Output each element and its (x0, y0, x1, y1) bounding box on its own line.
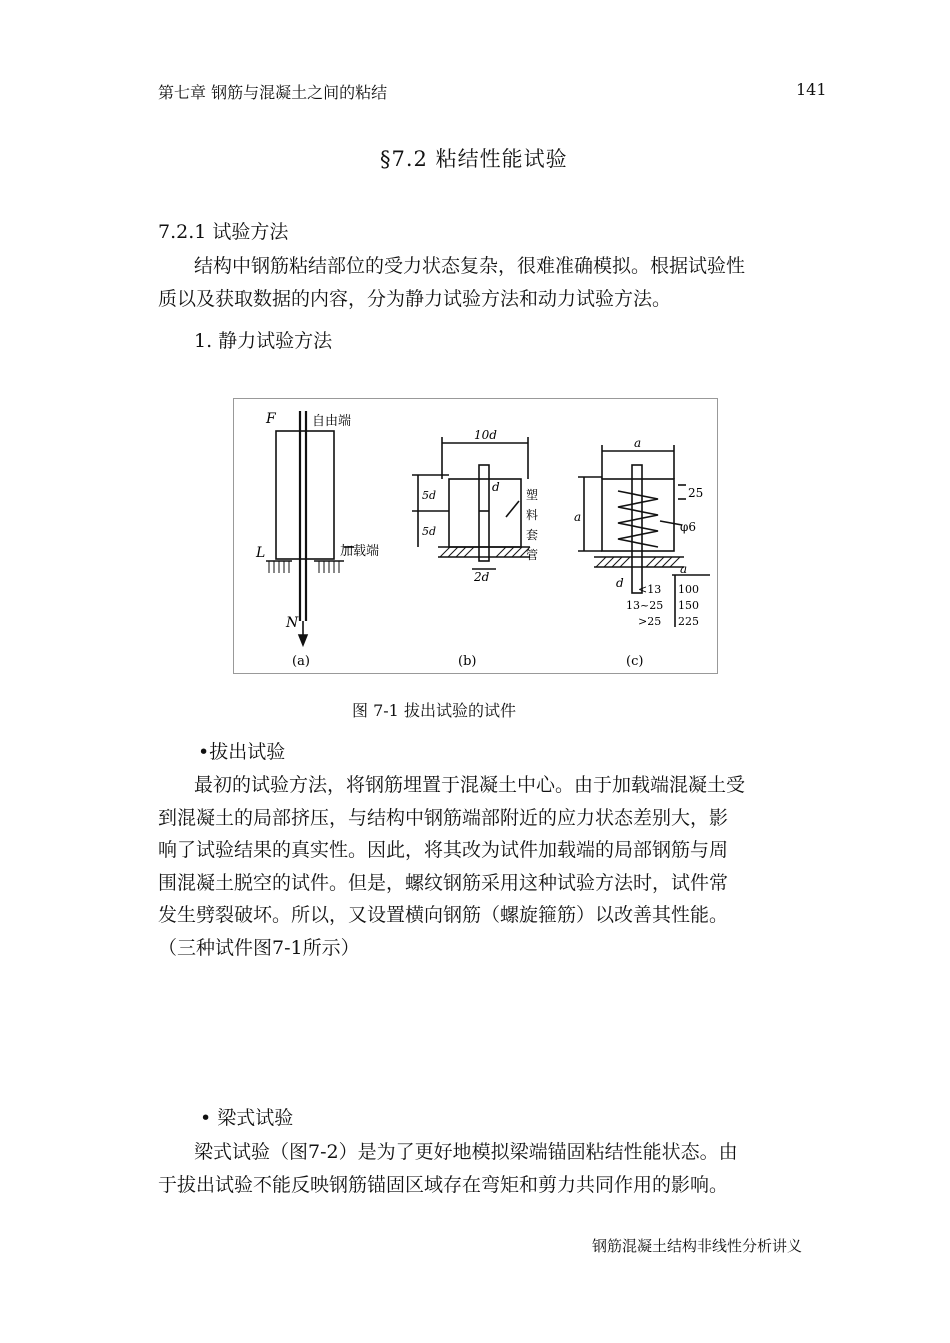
label-2d: 2d (474, 570, 490, 584)
pullout-line-6: （三种试件图7-1所示） (158, 936, 360, 959)
table-header-d: d (616, 576, 624, 590)
label-sleeve-4: 管 (526, 548, 539, 562)
table-header-a: a (680, 562, 688, 576)
label-a-side: a (574, 510, 582, 524)
pullout-line-2: 到混凝土的局部挤压，与结构中钢筋端部附近的应力状态差别大，影 (158, 806, 729, 829)
running-header-chapter: 第七章 钢筋与混凝土之间的粘结 (158, 83, 388, 102)
page-number: 141 (796, 80, 827, 99)
label-a-top: a (634, 436, 642, 450)
label-phi6: φ6 (680, 520, 697, 534)
label-d-b: d (492, 480, 500, 494)
section-title: §7.2 粘结性能试验 (380, 147, 568, 171)
label-panel-b: (b) (458, 654, 477, 669)
label-panel-c: (c) (626, 654, 644, 669)
bullet-pullout-test: •拔出试验 (198, 741, 286, 763)
label-load-end: 加载端 (340, 544, 380, 559)
label-N: N (286, 615, 299, 631)
table-row-1-d: <13 (638, 583, 662, 596)
table-row-3-a: 225 (678, 615, 699, 628)
label-sleeve-1: 塑 (526, 488, 539, 502)
specimen-c-body (602, 479, 674, 551)
beam-line-2: 于拔出试验不能反映钢筋锚固区域存在弯矩和剪力共同作用的影响。 (158, 1173, 729, 1196)
figure-7-1 (233, 398, 718, 674)
table-row-3-d: >25 (638, 615, 662, 628)
intro-line-1: 结构中钢筋粘结部位的受力状态复杂，很难准确模拟。根据试验性 (194, 255, 746, 277)
intro-paragraph (158, 250, 828, 315)
figure-caption: 图 7-1 拔出试验的试件 (352, 701, 516, 720)
label-10d: 10d (474, 428, 497, 442)
table-row-2-a: 150 (678, 599, 699, 612)
label-F: F (266, 411, 276, 427)
running-footer: 钢筋混凝土结构非线性分析讲义 (592, 1237, 803, 1255)
bullet-beam-test: • 梁式试验 (200, 1107, 294, 1129)
label-25: 25 (688, 486, 704, 500)
pullout-line-4: 围混凝土脱空的试件。但是，螺纹钢筋采用这种试验方法时，试件常 (158, 871, 729, 894)
label-free-end: 自由端 (312, 414, 352, 429)
label-L: L (256, 545, 266, 561)
pullout-line-5: 发生劈裂破坏。所以，又设置横向钢筋（螺旋箍筋）以改善其性能。 (158, 904, 729, 926)
pullout-line-1: 最初的试验方法，将钢筋埋置于混凝土中心。由于加载端混凝土受 (194, 774, 746, 796)
beam-line-1: 梁式试验（图7-2）是为了更好地模拟梁端锚固粘结性能状态。由 (194, 1141, 738, 1163)
label-5d-top: 5d (422, 489, 437, 502)
figure-drawing (234, 399, 717, 673)
beam-paragraph (158, 1136, 828, 1201)
label-sleeve-2: 料 (526, 508, 539, 522)
pullout-line-3: 响了试验结果的真实性。因此，将其改为试件加载端的局部钢筋与周 (158, 839, 729, 861)
label-sleeve-3: 套 (526, 528, 539, 542)
label-panel-a: (a) (292, 654, 310, 669)
item-static-method: 1. 静力试验方法 (194, 330, 333, 352)
subsection-heading: 7.2.1 试验方法 (158, 221, 289, 243)
table-row-2-d: 13~25 (626, 599, 664, 612)
label-5d-bottom: 5d (422, 525, 437, 538)
intro-line-2: 质以及获取数据的内容，分为静力试验方法和动力试验方法。 (158, 287, 672, 310)
table-row-1-a: 100 (678, 583, 699, 596)
pullout-paragraph (158, 769, 828, 964)
